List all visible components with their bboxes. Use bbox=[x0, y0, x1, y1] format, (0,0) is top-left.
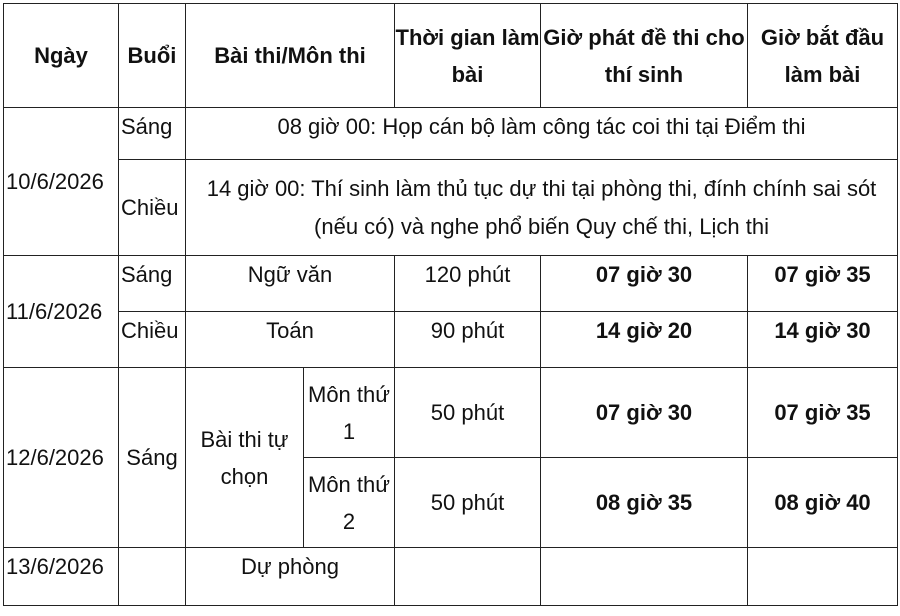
subject-cell: Bài thi tự chọn bbox=[186, 368, 304, 548]
duration-cell: 90 phút bbox=[395, 312, 541, 368]
note-cell: 14 giờ 00: Thí sinh làm thủ tục dự thi tại phòng thi, đính chính sai sót (nếu có) và nghe phổ biến Quy chế thi, Lịch thi bbox=[186, 160, 898, 256]
table-row bbox=[4, 548, 898, 606]
header-session: Buổi bbox=[119, 4, 186, 108]
start-time-cell bbox=[748, 548, 898, 606]
sub-subject-cell: Môn thứ 2 bbox=[304, 458, 395, 548]
date-cell: 10/6/2026 bbox=[4, 108, 119, 256]
header-distribute-time: Giờ phát đề thi cho thí sinh bbox=[541, 4, 748, 108]
duration-cell bbox=[395, 548, 541, 606]
sub-subject-cell: Môn thứ 1 bbox=[304, 368, 395, 458]
header-start-time: Giờ bắt đầu làm bài bbox=[748, 4, 898, 108]
duration-cell: 120 phút bbox=[395, 256, 541, 312]
table-row bbox=[4, 256, 898, 312]
distribute-time-cell: 14 giờ 20 bbox=[541, 312, 748, 368]
exam-schedule-table bbox=[3, 3, 898, 606]
subject-cell: Ngữ văn bbox=[186, 256, 395, 312]
distribute-time-cell: 07 giờ 30 bbox=[541, 256, 748, 312]
header-subject: Bài thi/Môn thi bbox=[186, 4, 395, 108]
start-time-cell: 07 giờ 35 bbox=[748, 368, 898, 458]
session-cell: Chiều bbox=[119, 160, 186, 256]
duration-cell: 50 phút bbox=[395, 368, 541, 458]
date-cell: 11/6/2026 bbox=[4, 256, 119, 368]
session-cell bbox=[119, 548, 186, 606]
table-row bbox=[4, 160, 898, 256]
session-cell: Chiều bbox=[119, 312, 186, 368]
table-row bbox=[4, 312, 898, 368]
note-cell: 08 giờ 00: Họp cán bộ làm công tác coi thi tại Điểm thi bbox=[186, 108, 898, 160]
subject-cell: Toán bbox=[186, 312, 395, 368]
header-duration: Thời gian làm bài bbox=[395, 4, 541, 108]
header-date: Ngày bbox=[4, 4, 119, 108]
distribute-time-cell bbox=[541, 548, 748, 606]
start-time-cell: 07 giờ 35 bbox=[748, 256, 898, 312]
header-row bbox=[4, 4, 898, 108]
start-time-cell: 14 giờ 30 bbox=[748, 312, 898, 368]
date-cell: 13/6/2026 bbox=[4, 548, 119, 606]
session-cell: Sáng bbox=[119, 256, 186, 312]
session-cell: Sáng bbox=[119, 368, 186, 548]
session-cell: Sáng bbox=[119, 108, 186, 160]
start-time-cell: 08 giờ 40 bbox=[748, 458, 898, 548]
table-row bbox=[4, 368, 898, 458]
date-cell: 12/6/2026 bbox=[4, 368, 119, 548]
distribute-time-cell: 08 giờ 35 bbox=[541, 458, 748, 548]
table-row bbox=[4, 108, 898, 160]
note-cell: Dự phòng bbox=[186, 548, 395, 606]
duration-cell: 50 phút bbox=[395, 458, 541, 548]
distribute-time-cell: 07 giờ 30 bbox=[541, 368, 748, 458]
